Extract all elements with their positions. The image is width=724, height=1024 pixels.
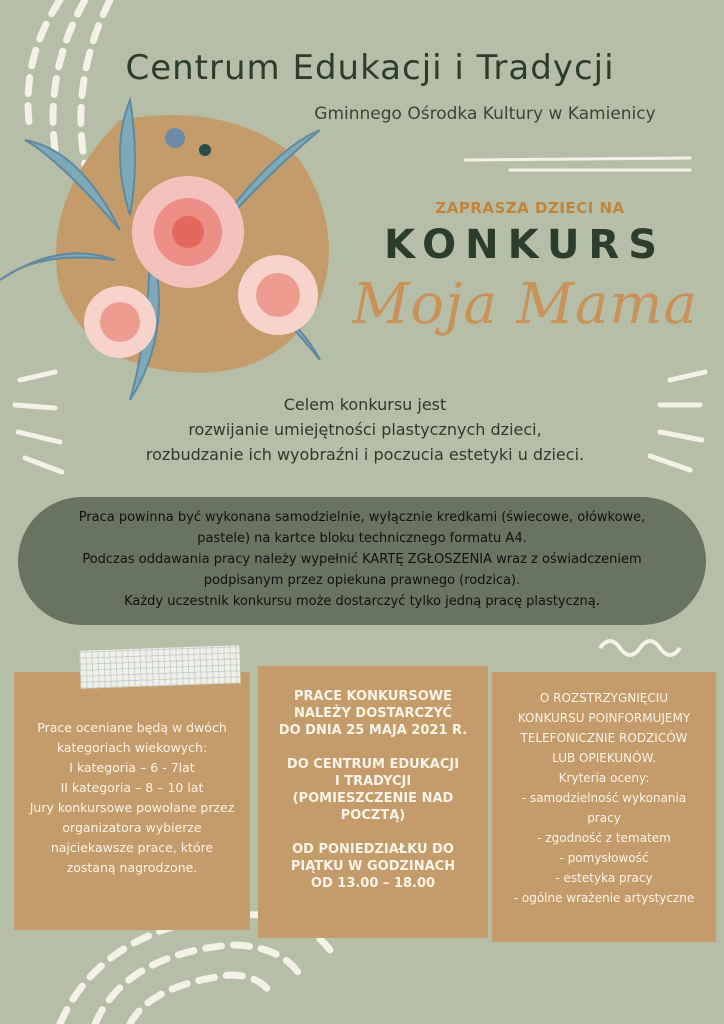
hours-line: PIĄTKU W GODZINACH xyxy=(290,859,456,874)
contest-purpose xyxy=(110,392,620,467)
invite-text: ZAPRASZA DZIECI NA xyxy=(435,199,625,217)
loop-doodle xyxy=(600,641,680,655)
results-line: O ROZSTRZYGNIĘCIU xyxy=(539,691,669,705)
criteria-line: - samodzielność wykonania xyxy=(521,791,687,805)
criteria-line: - estetyka pracy xyxy=(555,871,653,885)
categories-line: I kategoria – 6 - 7lat xyxy=(69,760,195,775)
place-line: I TRADYCJI xyxy=(334,774,412,789)
purpose-line: rozbudzanie ich wyobraźni i poczucia estetyki u dzieci. xyxy=(145,445,585,464)
washi-tape-decoration xyxy=(79,645,240,689)
results-line: KONKURSU POINFORMUJEMY xyxy=(517,711,691,725)
results-card xyxy=(492,672,716,942)
rules-line: pastele) na kartce bloku technicznego formatu A4. xyxy=(197,531,527,546)
results-line: TELEFONICZNIE RODZICÓW xyxy=(520,731,688,745)
purpose-line: rozwijanie umiejętności plastycznych dzieci, xyxy=(188,420,542,439)
event-type: KONKURS xyxy=(383,222,667,268)
deadline-line: NALEŻY DOSTARCZYĆ xyxy=(293,706,453,721)
categories-line: Prace oceniane będą w dwóch xyxy=(37,720,227,735)
criteria-line: - pomysłowość xyxy=(559,851,649,865)
deadline-line: PRACE KONKURSOWE xyxy=(293,689,452,704)
event-name: Moja Mama xyxy=(352,272,698,337)
categories-line: zostaną nagrodzone. xyxy=(66,860,198,875)
criteria-line: - ogólne wrażenie artystyczne xyxy=(513,891,695,905)
place-line: POCZTĄ) xyxy=(340,808,406,823)
page-subtitle: Gminnego Ośrodka Kultury w Kamienicy xyxy=(314,104,656,124)
delivery-card xyxy=(258,666,488,938)
hours-line: OD PONIEDZIAŁKU DO xyxy=(292,842,454,857)
criteria-line: - zgodność z tematem xyxy=(537,831,671,845)
hours-line: OD 13.00 – 18.00 xyxy=(310,876,436,891)
rules-banner xyxy=(18,497,706,625)
categories-line: II kategoria – 8 – 10 lat xyxy=(60,780,204,795)
purpose-line: Celem konkursu jest xyxy=(283,395,447,414)
place-line: (POMIESZCZENIE NAD xyxy=(292,791,454,806)
rules-line: podpisanym przez opiekuna prawnego (rodzica). xyxy=(203,573,521,588)
deadline-line: DO DNIA 25 MAJA 2021 R. xyxy=(278,723,468,738)
dash-strokes-right xyxy=(650,372,705,470)
categories-line: organizatora wybierze xyxy=(62,820,202,835)
categories-line: kategoriach wiekowych: xyxy=(56,740,208,755)
line-strokes-right xyxy=(465,158,690,170)
results-line: LUB OPIEKUNÓW. xyxy=(552,751,656,765)
page-title: Centrum Edukacji i Tradycji xyxy=(125,48,615,88)
rules-line: Podczas oddawania pracy należy wypełnić KARTĘ ZGŁOSZENIA wraz z oświadczeniem xyxy=(82,552,642,567)
criteria-line: Kryteria oceny: xyxy=(558,771,650,785)
rules-line: Praca powinna być wykonana samodzielnie, wyłącznie kredkami (świecowe, ołówkowe, xyxy=(78,510,646,525)
categories-line: najciekawsze prace, które xyxy=(50,840,214,855)
categories-card xyxy=(14,672,250,930)
criteria-line: pracy xyxy=(587,811,621,825)
dash-strokes-left xyxy=(15,372,62,472)
place-line: DO CENTRUM EDUKACJI xyxy=(286,757,460,772)
categories-line: Jury konkursowe powołane przez xyxy=(29,800,235,815)
rules-line: Każdy uczestnik konkursu może dostarczyć tylko jedną pracę plastyczną. xyxy=(124,594,600,609)
